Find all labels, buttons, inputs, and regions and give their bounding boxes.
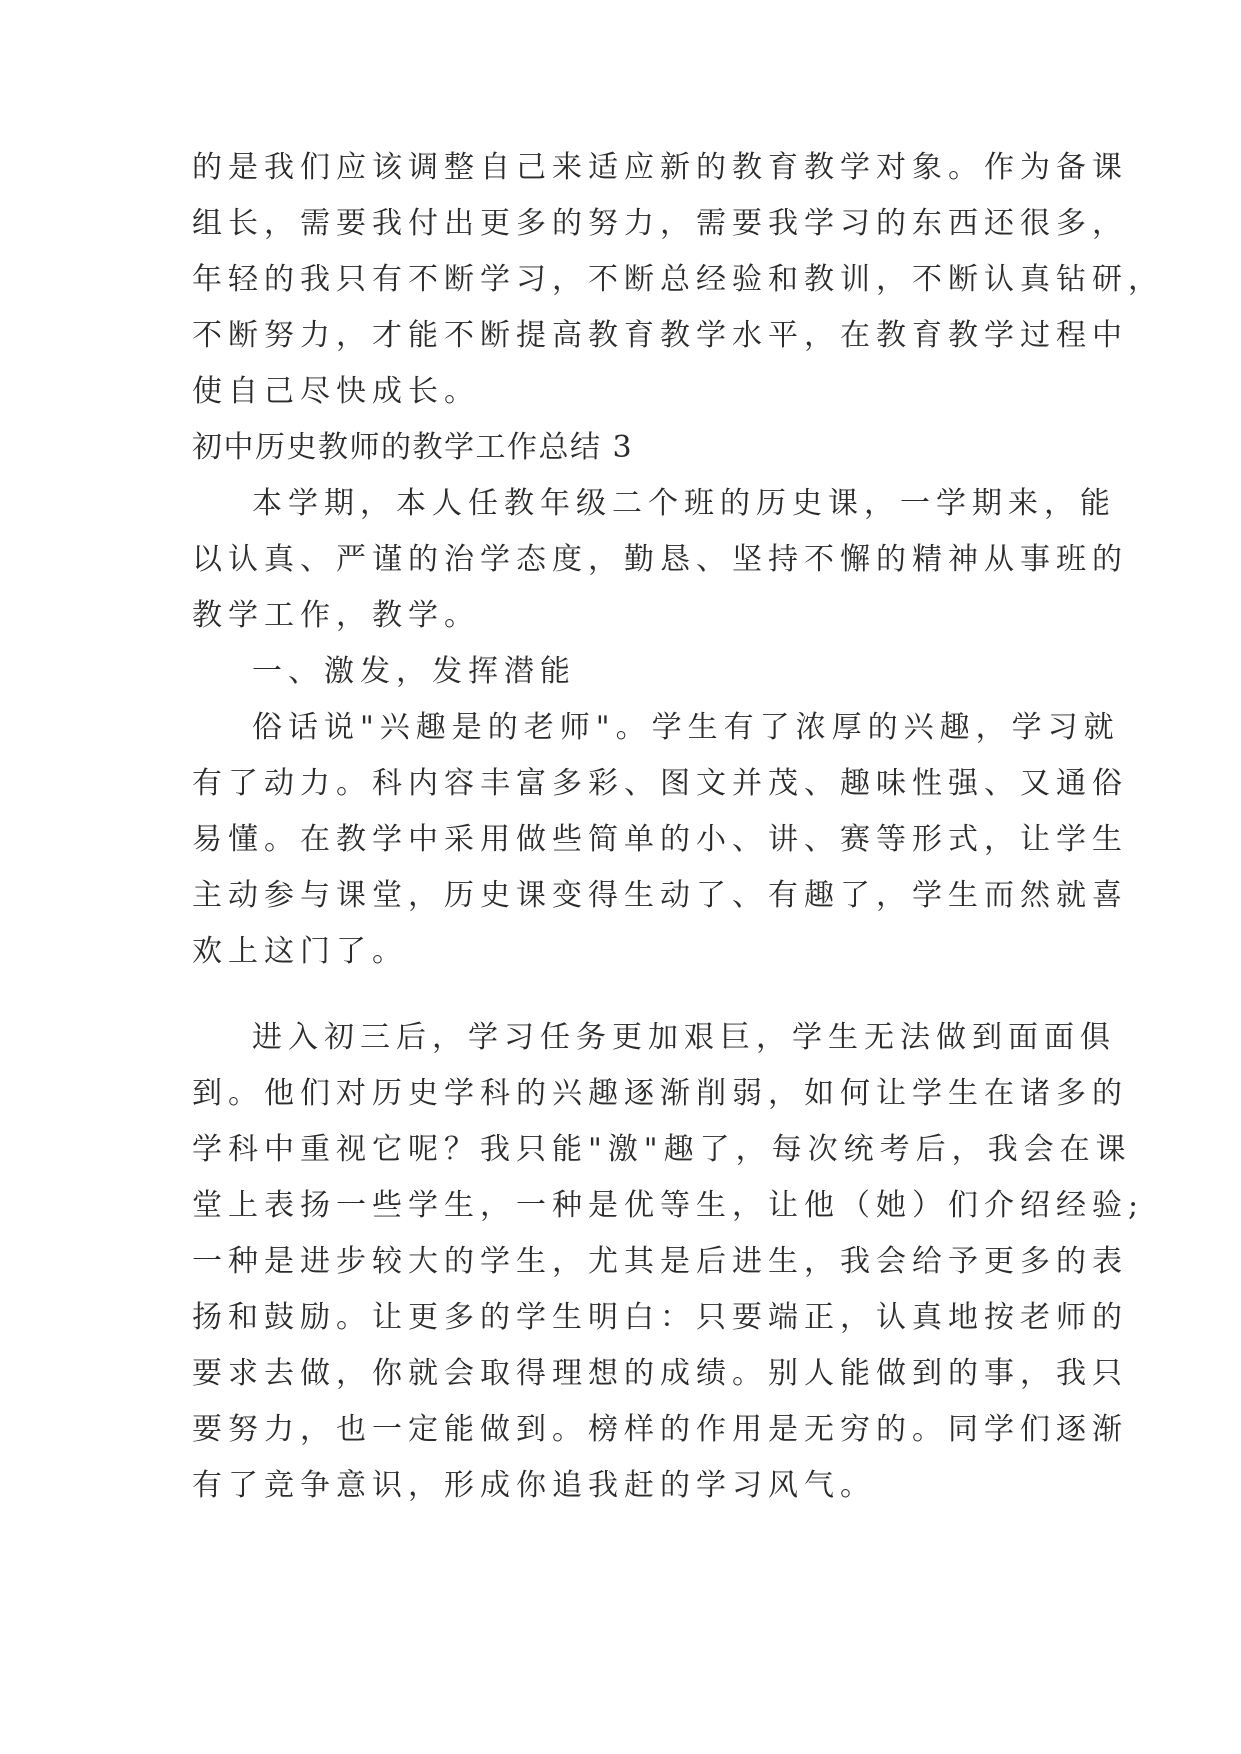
section-title: 初中历史教师的教学工作总结 3 [192, 430, 634, 465]
paragraph-line: 组长，需要我付出更多的努力，需要我学习的东西还很多， [192, 206, 1128, 241]
paragraph-line: 要求去做，你就会取得理想的成绩。别人能做到的事，我只 [192, 1356, 1128, 1391]
paragraph-line: 欢上这门了。 [192, 934, 408, 969]
paragraph-line: 一种是进步较大的学生，尤其是后进生，我会给予更多的表 [192, 1244, 1128, 1279]
paragraph-line: 扬和鼓励。让更多的学生明白：只要端正，认真地按老师的 [192, 1300, 1128, 1335]
paragraph-line: 有了竞争意识，形成你追我赶的学习风气。 [192, 1468, 876, 1503]
paragraph-line: 使自己尽快成长。 [192, 374, 480, 409]
paragraph-line: 年轻的我只有不断学习，不断总经验和教训，不断认真钻研， [192, 262, 1164, 297]
paragraph-line: 俗话说"兴趣是的老师"。学生有了浓厚的兴趣，学习就 [252, 710, 1120, 745]
paragraph-line: 学科中重视它呢？我只能"激"趣了，每次统考后，我会在课 [192, 1132, 1132, 1167]
paragraph-line: 教学工作，教学。 [192, 598, 480, 633]
paragraph-line: 堂上表扬一些学生，一种是优等生，让他（她）们介绍经验; [192, 1188, 1145, 1223]
paragraph-line: 以认真、严谨的治学态度，勤恳、坚持不懈的精神从事班的 [192, 542, 1128, 577]
subheading: 一、激发，发挥潜能 [252, 654, 576, 689]
paragraph-line: 本学期，本人任教年级二个班的历史课，一学期来，能 [252, 486, 1116, 521]
paragraph-line: 进入初三后，学习任务更加艰巨，学生无法做到面面俱 [252, 1020, 1116, 1055]
paragraph-line: 要努力，也一定能做到。榜样的作用是无穷的。同学们逐渐 [192, 1412, 1128, 1447]
paragraph-line: 不断努力，才能不断提高教育教学水平，在教育教学过程中 [192, 318, 1128, 353]
paragraph-line: 主动参与课堂，历史课变得生动了、有趣了，学生而然就喜 [192, 878, 1128, 913]
paragraph-line: 的是我们应该调整自己来适应新的教育教学对象。作为备课 [192, 150, 1128, 185]
paragraph-line: 到。他们对历史学科的兴趣逐渐削弱，如何让学生在诸多的 [192, 1076, 1128, 1111]
paragraph-line: 有了动力。科内容丰富多彩、图文并茂、趣味性强、又通俗 [192, 766, 1128, 801]
paragraph-line: 易懂。在教学中采用做些简单的小、讲、赛等形式，让学生 [192, 822, 1128, 857]
